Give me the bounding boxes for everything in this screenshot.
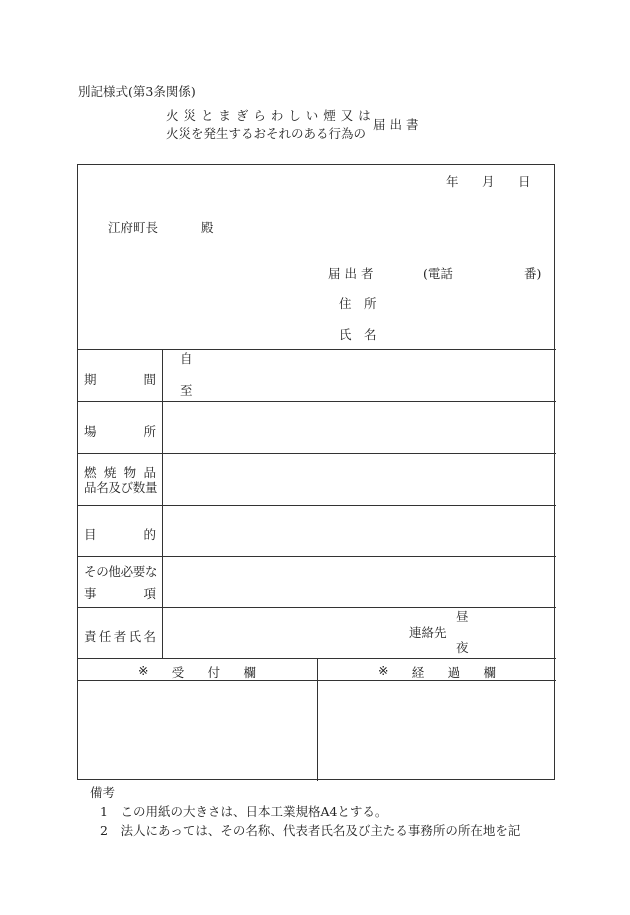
phone-open: (電話 [423, 266, 453, 281]
purpose-label: 目 的 [84, 527, 156, 542]
progress-header: ※ 経 過 欄 [378, 663, 496, 680]
contact-night: 夜 [456, 640, 469, 655]
contact-label: 連絡先 [409, 625, 447, 640]
annex-label: 別記様式(第3条関係) [78, 84, 196, 99]
burn-items-label-1: 燃 焼 物 品 [84, 465, 156, 480]
other-label-1: その他必要な [84, 564, 158, 579]
divider [78, 401, 556, 402]
divider [317, 658, 318, 781]
phone-close: 番) [524, 266, 542, 281]
date-day: 日 [518, 174, 531, 189]
honorific: 殿 [201, 220, 214, 235]
other-label-2: 事 項 [84, 586, 156, 601]
notification-form [77, 164, 555, 780]
date-year: 年 [446, 174, 459, 189]
title-suffix: 届 出 書 [373, 117, 419, 132]
burn-items-label-2: 品名及び数量 [84, 480, 158, 495]
reception-header: ※ 受 付 欄 [138, 663, 256, 680]
note-item: 1 この用紙の大きさは、日本工業規格A4とする。 [100, 804, 388, 819]
divider [78, 556, 556, 557]
notifier-label: 届 出 者 [328, 266, 374, 281]
divider [162, 349, 163, 658]
divider [78, 607, 556, 608]
addressee: 江府町長 [108, 220, 159, 235]
notes-heading: 備考 [90, 785, 116, 800]
period-from: 自 [180, 351, 193, 366]
responsible-label: 責 任 者 氏 名 [84, 629, 156, 644]
period-label: 期 間 [84, 372, 156, 387]
contact-day: 昼 [456, 609, 469, 624]
title-line-1: 火 災 と ま ぎ ら わ し い 煙 又 は [166, 108, 372, 123]
title-line-2: 火災を発生するおそれのある行為の [166, 126, 367, 141]
divider [78, 505, 556, 506]
period-to: 至 [180, 383, 193, 398]
address-label: 住 所 [339, 296, 377, 311]
place-label: 場 所 [84, 424, 156, 439]
divider [78, 453, 556, 454]
note-item: 2 法人にあっては、その名称、代表者氏名及び主たる事務所の所在地を記 [100, 823, 521, 838]
divider [78, 349, 556, 350]
name-label: 氏 名 [339, 327, 377, 342]
date-month: 月 [482, 174, 495, 189]
